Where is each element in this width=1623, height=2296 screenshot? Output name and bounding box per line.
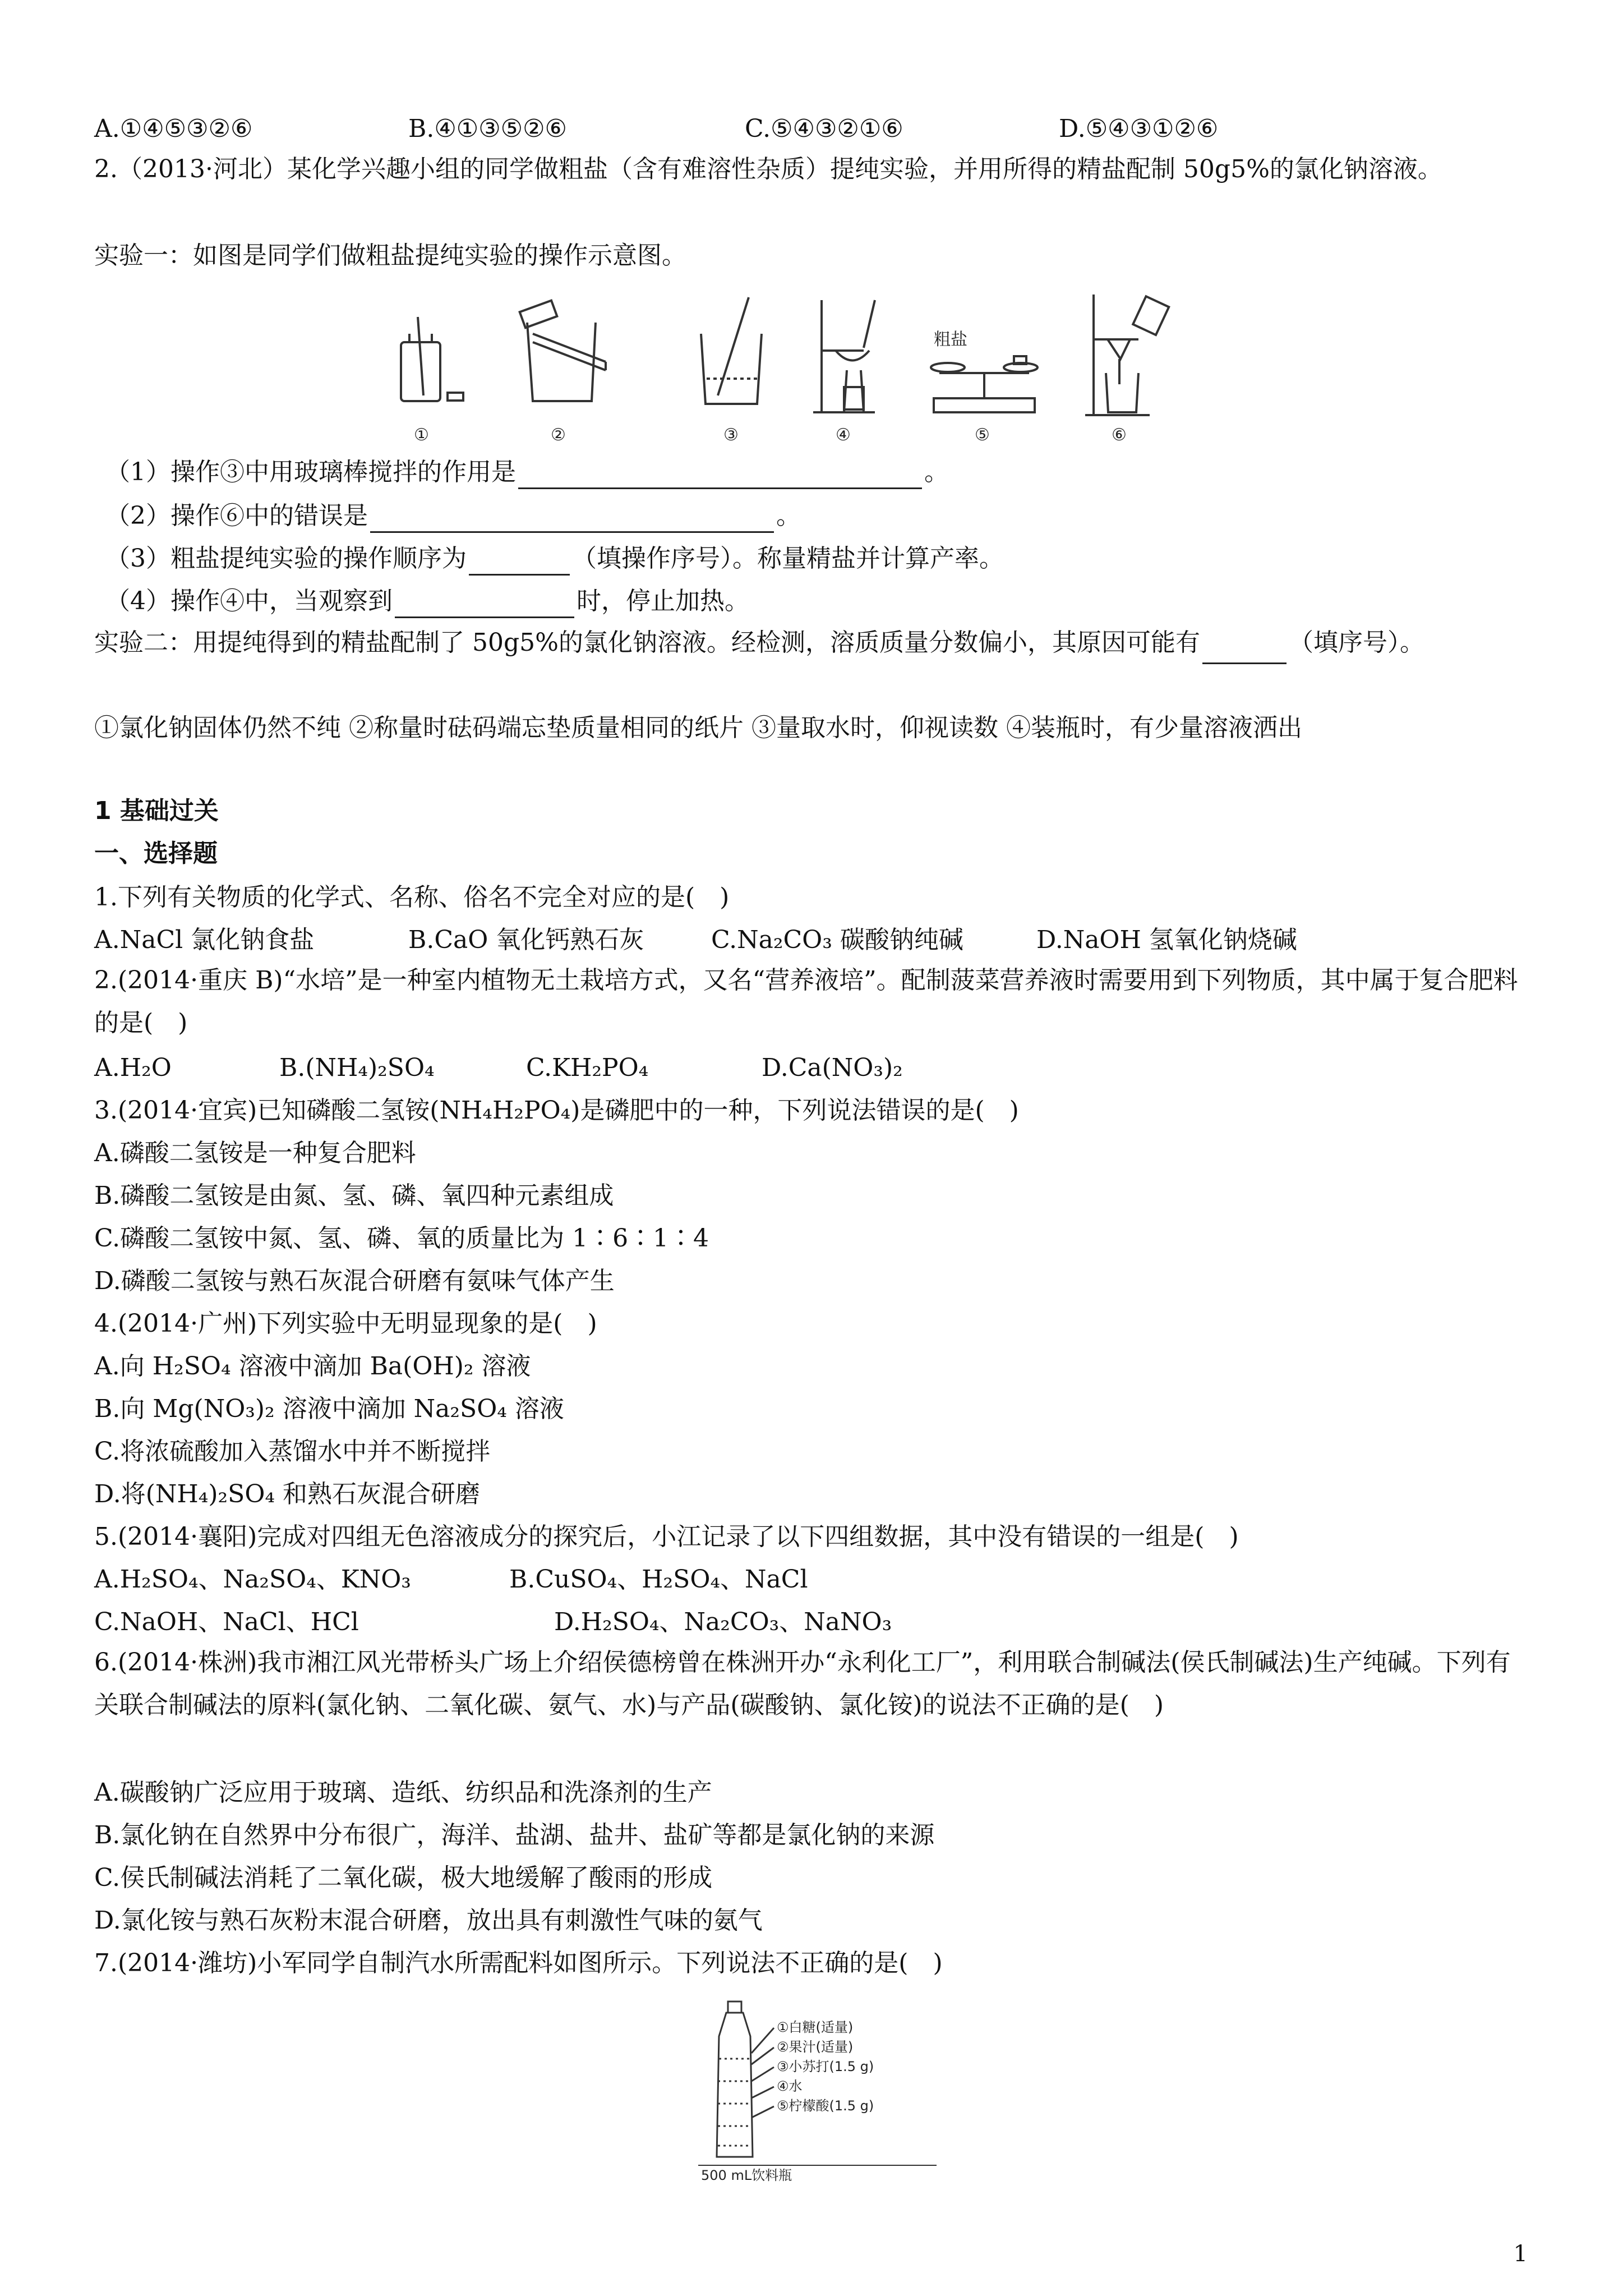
label-op3: ③ — [723, 425, 739, 445]
subq-1: （1）操作③中用玻璃棒搅拌的作用是 。 — [105, 455, 949, 489]
label-op1: ① — [414, 425, 429, 445]
op5-balance — [931, 356, 1038, 412]
question-1: 1.下列有关物质的化学式、名称、俗名不完全对应的是( ) — [94, 883, 730, 912]
op6-filtration — [1085, 295, 1169, 415]
question-1-options: A.NaCl 氯化钠食盐 B.CaO 氧化钙熟石灰 C.Na₂CO₃ 碳酸钠纯碱 D.NaOH 氢氧化钠烧碱 — [94, 926, 1297, 954]
q2-stem: 2.（2013·河北）某化学兴趣小组的同学做粗盐（含有难溶性杂质）提纯实验，并用所得的精盐配制 50g5%的氯化钠溶液。 — [94, 155, 1442, 183]
option-d: D.⑤④③①②⑥ — [1059, 114, 1219, 143]
label-crude-salt: 粗盐 — [934, 330, 967, 349]
op3-stirring — [701, 297, 762, 404]
op4-evaporating — [813, 300, 875, 412]
bottle-item-2: ②果汁(适量) — [777, 2039, 854, 2055]
bottle-item-3: ③小苏打(1.5 g) — [777, 2059, 874, 2074]
q4-option-b: B.向 Mg(NO₃)₂ 溶液中滴加 Na₂SO₄ 溶液 — [94, 1395, 564, 1423]
question-7: 7.(2014·潍坊)小军同学自制汽水所需配料如图所示。下列说法不正确的是( ) — [94, 1949, 943, 1977]
answer-blank-4[interactable] — [395, 591, 574, 618]
question-3: 3.(2014·宜宾)已知磷酸二氢铵(NH₄H₂PO₄)是磷肥中的一种，下列说法错误的是( ) — [94, 1096, 1019, 1125]
subq-4: （4）操作④中，当观察到 时，停止加热。 — [105, 585, 749, 618]
question-6: 6.(2014·株洲)我市湘江风光带桥头广场上介绍侯德榜曾在株洲开办“永利化工厂”，利用联合制碱法(侯氏制碱法)生产纯碱。下列有关联合制碱法的原料(氯化钠、二氧化碳、氨气、水)与产品(碳酸钠、氯化铵)的说法不正确的是( ) — [94, 1648, 1511, 1719]
prev-question-options — [94, 112, 1218, 146]
answer-blank-1[interactable] — [518, 462, 922, 489]
question-5: 5.(2014·襄阳)完成对四组无色溶液成分的探究后，小江记录了以下四组数据，其中没有错误的一组是( ) — [94, 1522, 1239, 1551]
label-op2: ② — [551, 425, 566, 445]
answer-blank-5[interactable] — [1202, 637, 1287, 664]
q4-option-d: D.将(NH₄)₂SO₄ 和熟石灰混合研磨 — [94, 1480, 481, 1508]
bottle-caption: 500 mL饮料瓶 — [701, 2168, 792, 2182]
bottle-item-4: ④水 — [777, 2078, 803, 2094]
soda-bottle-figure — [695, 1997, 942, 2182]
q4-option-c: C.将浓硫酸加入蒸馏水中并不断搅拌 — [94, 1437, 491, 1466]
op2-pouring — [520, 301, 606, 401]
q6-option-c: C.侯氏制碱法消耗了二氧化碳，极大地缓解了酸雨的形成 — [94, 1864, 713, 1892]
question-5-options-ab: A.H₂SO₄、Na₂SO₄、KNO₃ B.CuSO₄、H₂SO₄、NaCl — [94, 1565, 808, 1594]
q3-option-a: A.磷酸二氢铵是一种复合肥料 — [94, 1139, 416, 1167]
bottle-item-5: ⑤柠檬酸(1.5 g) — [777, 2098, 874, 2114]
q6-option-b: B.氯化钠在自然界中分布很广，海洋、盐湖、盐井、盐矿等都是氯化钠的来源 — [94, 1821, 935, 1849]
label-op6: ⑥ — [1112, 425, 1127, 445]
subq-3: （3）粗盐提纯实验的操作顺序为 （填操作序号）。称量精盐并计算产率。 — [105, 542, 1004, 576]
question-2-options: A.H₂O B.(NH₄)₂SO₄ C.KH₂PO₄ D.Ca(NO₃)₂ — [94, 1053, 903, 1082]
q3-option-c: C.磷酸二氢铵中氮、氢、磷、氧的质量比为 1∶6∶1∶4 — [94, 1224, 709, 1253]
question-2: 2.(2014·重庆 B)“水培”是一种室内植物无土栽培方式，又名“营养液培”。配制菠菜营养液时需要用到下列物质，其中属于复合肥料的是( ) — [94, 966, 1518, 1037]
op1-bottle — [401, 317, 463, 401]
q4-option-a: A.向 H₂SO₄ 溶液中滴加 Ba(OH)₂ 溶液 — [94, 1352, 531, 1381]
q6-option-d: D.氯化铵与熟石灰粉末混合研磨，放出具有刺激性气味的氨气 — [94, 1906, 763, 1935]
answer-blank-2[interactable] — [370, 505, 774, 533]
question-5-options-cd: C.NaOH、NaCl、HCl D.H₂SO₄、Na₂CO₃、NaNO₃ — [94, 1608, 892, 1636]
bottle-item-1: ①白糖(适量) — [777, 2019, 854, 2035]
answer-blank-3[interactable] — [469, 548, 570, 576]
q6-option-a: A.碳酸钠广泛应用于玻璃、造纸、纺织品和洗涤剂的生产 — [94, 1778, 712, 1807]
page-number: 1 — [1513, 2241, 1528, 2267]
exp2: 实验二：用提纯得到的精盐配制了 50g5%的氯化钠溶液。经检测，溶质质量分数偏小，其原因可能有 （填序号）。 — [94, 622, 1530, 664]
q3-option-d: D.磷酸二氢铵与熟石灰混合研磨有氨味气体产生 — [94, 1267, 615, 1295]
label-op4: ④ — [836, 425, 851, 445]
question-4: 4.(2014·广州)下列实验中无明显现象的是( ) — [94, 1309, 597, 1338]
q3-option-b: B.磷酸二氢铵是由氮、氢、磷、氧四种元素组成 — [94, 1181, 614, 1210]
section-subtitle: 一、选择题 — [94, 839, 218, 868]
label-op5: ⑤ — [975, 425, 990, 445]
exp1-intro: 实验一：如图是同学们做粗盐提纯实验的操作示意图。 — [94, 241, 686, 270]
section-title: 1 基础过关 — [94, 797, 219, 825]
subq-2: （2）操作⑥中的错误是 。 — [105, 499, 801, 533]
option-c: C.⑤④③②①⑥ — [745, 114, 903, 143]
option-a: A.①④⑤③②⑥ — [94, 114, 253, 143]
option-b: B.④①③⑤②⑥ — [408, 114, 567, 143]
salt-purification-figure — [387, 278, 1256, 446]
exp2-choices: ①氯化钠固体仍然不纯 ②称量时砝码端忘垫质量相同的纸片 ③量取水时，仰视读数 ④装瓶时，有少量溶液洒出 — [94, 714, 1302, 742]
